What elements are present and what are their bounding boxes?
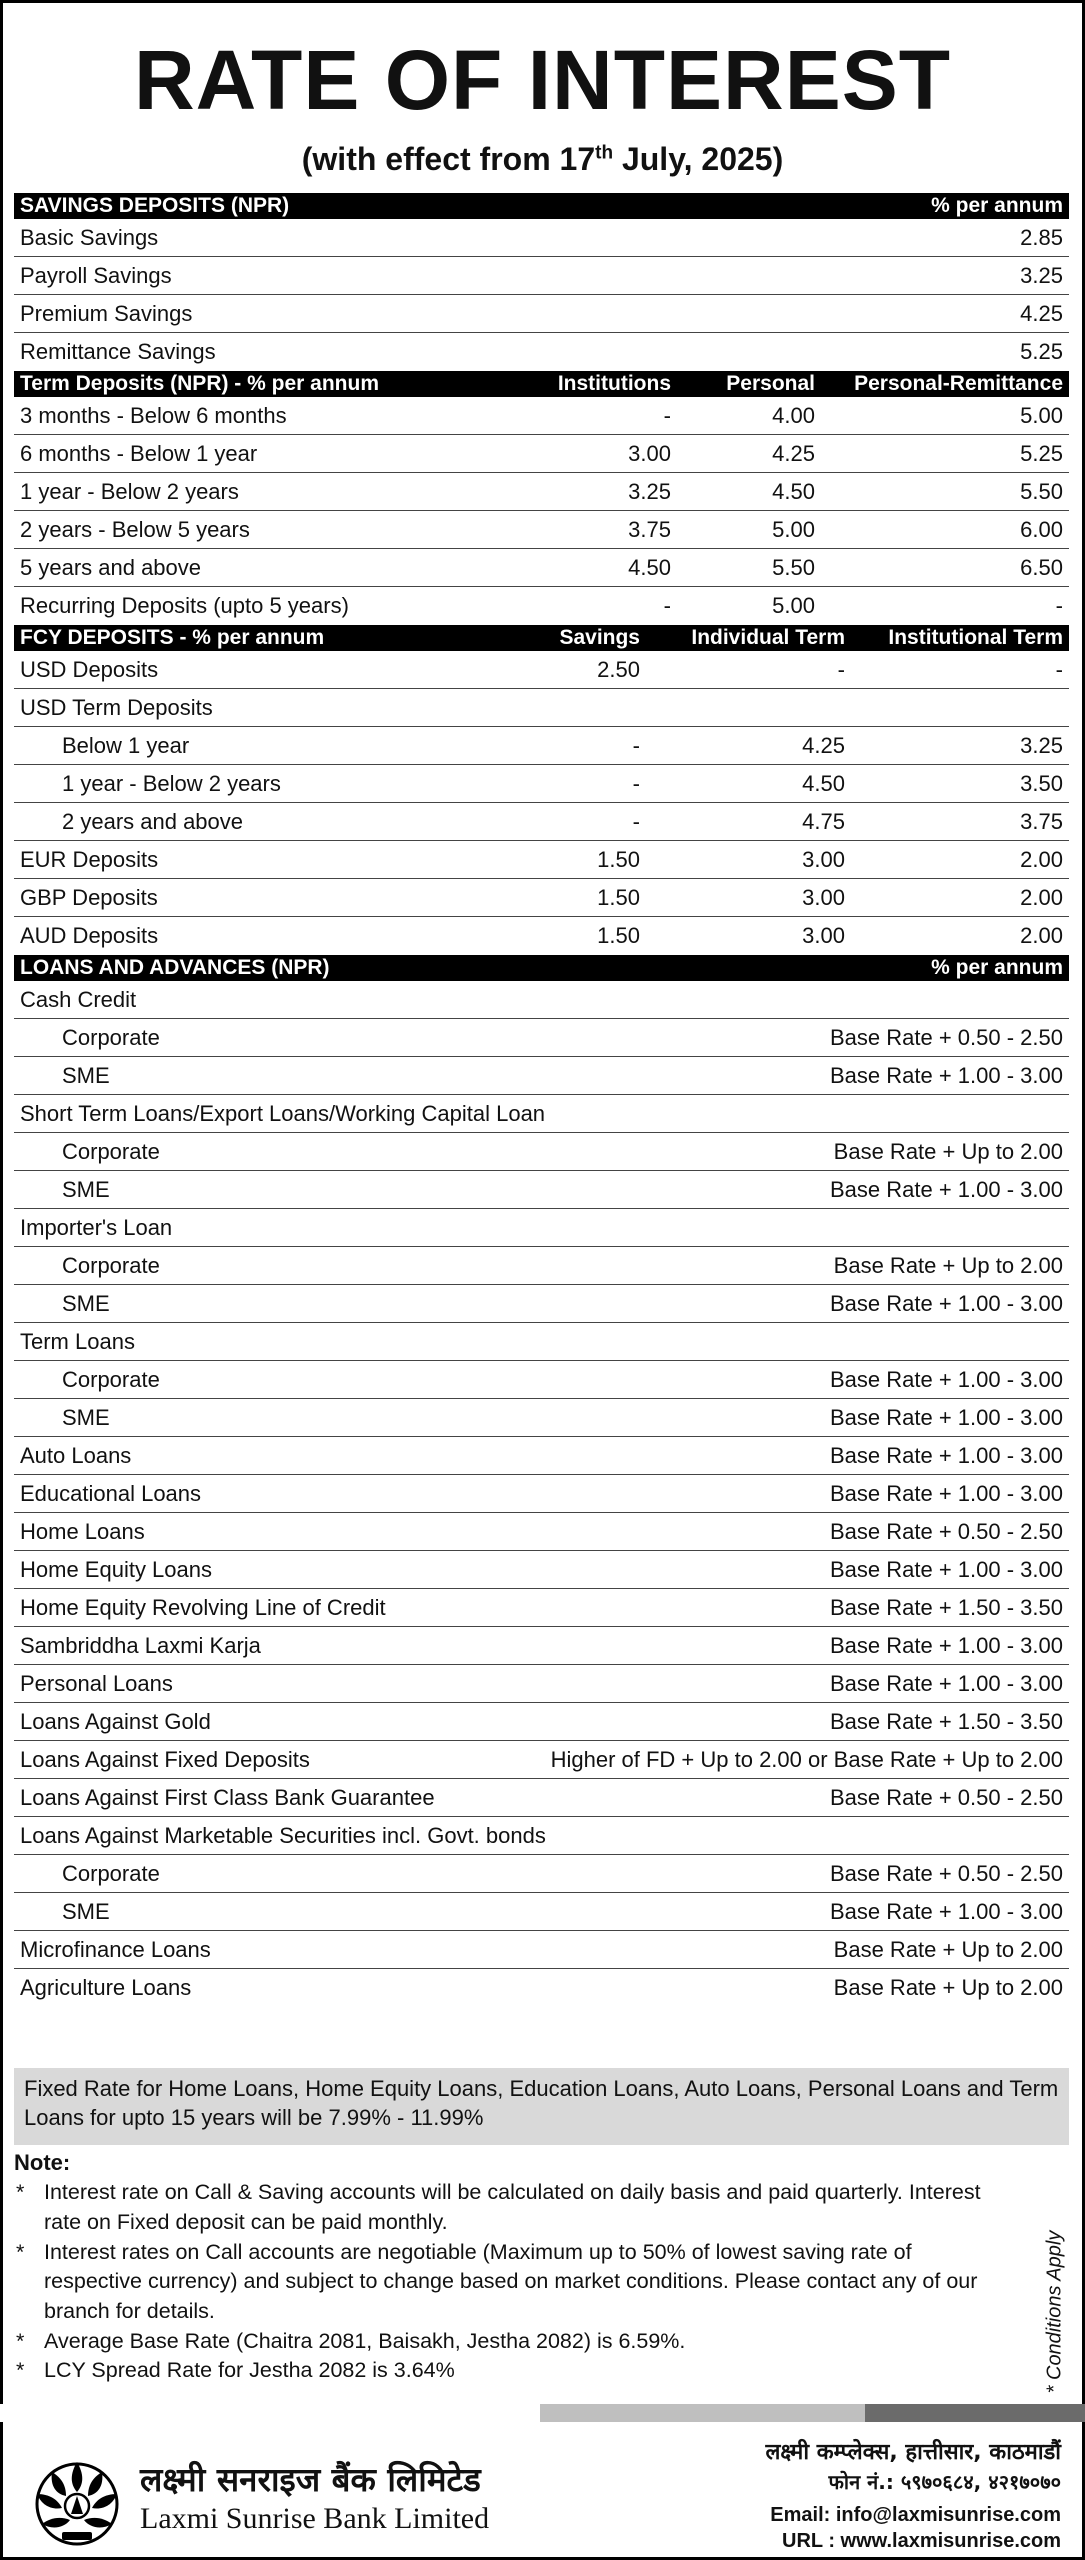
row-label: Loans Against Fixed Deposits [20, 1746, 310, 1772]
rate-value: Base Rate + 0.50 - 2.50 [830, 1860, 1063, 1886]
row-label: 5 years and above [20, 554, 202, 580]
rate-value: 1.50 [597, 923, 640, 948]
table-row [14, 1741, 1069, 1779]
rate-value: Base Rate + 0.50 - 2.50 [830, 1784, 1063, 1810]
rate-value: 3.25 [1020, 732, 1063, 758]
rate-value: Base Rate + 1.00 - 3.00 [830, 1404, 1063, 1430]
effective-date-suffix: th [595, 142, 614, 164]
section-title: Term Deposits (NPR) - % per annum [20, 372, 379, 395]
bank-email[interactable]: Email: info@laxmisunrise.com [770, 2504, 1061, 2526]
row-label: Auto Loans [20, 1442, 132, 1468]
row-label: SME [62, 1062, 110, 1088]
section-header [14, 955, 1069, 981]
rate-value: 3.75 [628, 516, 671, 542]
notes-list [14, 2178, 1014, 2386]
table-row [14, 1475, 1069, 1513]
row-label: Short Term Loans/Export Loans/Working Capital Loan [20, 1100, 546, 1126]
note-text: Interest rates on Call accounts are negotiable (Maximum up to 50% of lowest saving rate of respective currency) and subject to change based on market conditions. Please contact any of our branch for details. [44, 2239, 978, 2323]
row-label: Remittance Savings [20, 339, 216, 364]
row-label: GBP Deposits [20, 884, 158, 910]
rate-value: 4.50 [772, 478, 815, 504]
rate-value: Base Rate + Up to 2.00 [833, 1975, 1063, 2000]
section-header [14, 371, 1069, 397]
row-label: Basic Savings [20, 224, 159, 250]
rate-value: 3.75 [1020, 808, 1063, 834]
rate-value: Base Rate + 0.50 - 2.50 [830, 1024, 1063, 1050]
row-label: Loans Against First Class Bank Guarantee [20, 1784, 435, 1810]
table-row [14, 1703, 1069, 1741]
rate-value: 2.85 [1020, 224, 1063, 250]
rate-value: Base Rate + Up to 2.00 [833, 1138, 1063, 1164]
row-label: Corporate [62, 1024, 160, 1050]
table-row [14, 879, 1069, 917]
column-header: Savings [559, 626, 640, 649]
rate-value: 6.50 [1020, 554, 1063, 580]
table-row [14, 1171, 1069, 1209]
rate-value: 3.50 [1020, 770, 1063, 796]
section-title: SAVINGS DEPOSITS (NPR) [20, 194, 290, 217]
row-label: 1 year - Below 2 years [62, 770, 281, 796]
table-row [14, 435, 1069, 473]
rate-value: Base Rate + 1.00 - 3.00 [830, 1290, 1063, 1316]
row-label: SME [62, 1290, 110, 1316]
table-row [14, 549, 1069, 587]
rate-value: 2.00 [1020, 923, 1063, 948]
row-label: Sambriddha Laxmi Karja [20, 1632, 261, 1658]
table-row [14, 1779, 1069, 1817]
footer-bar-dark [865, 2404, 1085, 2422]
rate-value: Base Rate + 1.50 - 3.50 [830, 1594, 1063, 1620]
table-row [14, 1589, 1069, 1627]
rate-value: Base Rate + Up to 2.00 [833, 1252, 1063, 1278]
rate-value: 2.50 [597, 656, 640, 682]
rate-value: - [632, 770, 640, 796]
conditions-apply [1045, 2212, 1065, 2412]
table-row [14, 1665, 1069, 1703]
rate-value [849, 689, 1063, 726]
row-label: SME [62, 1898, 110, 1924]
table-row [14, 651, 1069, 689]
rate-value: Base Rate + 1.00 - 3.00 [830, 1632, 1063, 1658]
rate-value [363, 981, 1063, 1018]
table-row [14, 917, 1069, 955]
rate-value: - [632, 732, 640, 758]
rate-value: Base Rate + 1.00 - 3.00 [830, 1480, 1063, 1506]
note-bullet: * [16, 2358, 25, 2383]
table-row [14, 1627, 1069, 1665]
bank-name-nepali: लक्ष्मी सनराइज बैंक लिमिटेड [140, 2460, 481, 2499]
column-header: % per annum [931, 194, 1063, 217]
rate-value: 2.00 [1020, 884, 1063, 910]
row-label: 3 months - Below 6 months [20, 402, 287, 428]
rate-value: 3.00 [802, 884, 845, 910]
rate-value [363, 1095, 1063, 1132]
notes-title: Note: [14, 2150, 71, 2175]
table-row [14, 841, 1069, 879]
rate-value: 5.25 [1020, 440, 1063, 466]
table-row [14, 257, 1069, 295]
row-label: Agriculture Loans [20, 1975, 192, 2000]
table-row [14, 981, 1069, 1019]
rate-value: 5.25 [1020, 339, 1063, 364]
table-row [14, 1551, 1069, 1589]
rate-value: - [837, 656, 845, 682]
section-header [14, 625, 1069, 651]
row-label: 2 years - Below 5 years [20, 516, 250, 542]
rate-value: Base Rate + 1.00 - 3.00 [830, 1556, 1063, 1582]
row-label: Premium Savings [20, 300, 193, 326]
row-label: Microfinance Loans [20, 1936, 211, 1962]
row-label: Recurring Deposits (upto 5 years) [20, 593, 349, 618]
row-label: Loans Against Gold [20, 1708, 211, 1734]
note-bullet: * [16, 2180, 25, 2205]
rate-value: 3.25 [1020, 262, 1063, 288]
row-label: Loans Against Marketable Securities incl. Govt. bonds [20, 1822, 546, 1848]
note-item [14, 2178, 1014, 2237]
table-row [14, 1019, 1069, 1057]
table-row [14, 397, 1069, 435]
rate-value [363, 1209, 1063, 1246]
row-label: Corporate [62, 1138, 160, 1164]
footer-bar-gray [540, 2404, 865, 2422]
row-label: Term Loans [20, 1328, 135, 1354]
table-row [14, 511, 1069, 549]
column-header: Personal [726, 372, 815, 395]
table-row [14, 1855, 1069, 1893]
table-row [14, 1513, 1069, 1551]
section-title: FCY DEPOSITS - % per annum [20, 626, 325, 649]
rate-value [363, 1817, 1063, 1854]
row-label: SME [62, 1176, 110, 1202]
row-label: 1 year - Below 2 years [20, 478, 239, 504]
row-label: 2 years and above [62, 808, 244, 834]
section-title: LOANS AND ADVANCES (NPR) [20, 956, 330, 979]
rate-value: - [1055, 656, 1063, 682]
table-row [14, 295, 1069, 333]
row-label: Importer's Loan [20, 1214, 173, 1240]
rate-value: Base Rate + 1.00 - 3.00 [830, 1898, 1063, 1924]
footer [0, 2424, 1085, 2560]
rate-value: Base Rate + 1.00 - 3.00 [830, 1176, 1063, 1202]
table-row [14, 1399, 1069, 1437]
rate-value: Base Rate + 1.00 - 3.00 [830, 1670, 1063, 1696]
note-bullet: * [16, 2328, 25, 2353]
rate-value: 6.00 [1020, 516, 1063, 542]
note-item [14, 2238, 1014, 2327]
interest-rate-table [14, 193, 1069, 2007]
table-row [14, 1931, 1069, 1969]
rate-value: 4.25 [802, 732, 845, 758]
row-label: Cash Credit [20, 986, 137, 1012]
rate-value: 5.00 [772, 516, 815, 542]
note-text: LCY Spread Rate for Jestha 2082 is 3.64% [44, 2358, 455, 2383]
rate-value: Base Rate + 0.50 - 2.50 [830, 1518, 1063, 1544]
rate-value: Base Rate + Up to 2.00 [833, 1936, 1063, 1962]
rate-value: 5.00 [1020, 402, 1063, 428]
effective-date-prefix: (with effect from 17 [301, 141, 596, 177]
rate-value: 1.50 [597, 846, 640, 872]
rate-value: 4.50 [628, 554, 671, 580]
bank-name-english: Laxmi Sunrise Bank Limited [140, 2502, 490, 2535]
rate-value: Base Rate + 1.00 - 3.00 [830, 1062, 1063, 1088]
table-row [14, 1209, 1069, 1247]
table-row [14, 1817, 1069, 1855]
table-row [14, 219, 1069, 257]
rate-value: 4.50 [802, 770, 845, 796]
column-header: Personal-Remittance [854, 372, 1063, 395]
rate-value: Base Rate + 1.00 - 3.00 [830, 1366, 1063, 1392]
rate-value: - [663, 593, 671, 618]
row-label: USD Term Deposits [20, 694, 213, 720]
table-row [14, 1893, 1069, 1931]
note-item [14, 2327, 1014, 2357]
bank-logo-icon [22, 2444, 132, 2554]
row-label: Home Loans [20, 1518, 145, 1544]
rate-value: - [1055, 593, 1063, 618]
table-row [14, 1969, 1069, 2007]
rate-value: 3.00 [802, 923, 845, 948]
rate-value: Higher of FD + Up to 2.00 or Base Rate + Up to 2.00 [550, 1746, 1063, 1772]
row-label: Home Equity Loans [20, 1556, 212, 1582]
bank-address: लक्ष्मी कम्प्लेक्स, हात्तीसार, काठमाडौं [765, 2440, 1061, 2465]
rate-value: 4.25 [1020, 300, 1063, 326]
effective-date-rest: July, 2025) [613, 141, 784, 177]
table-row [14, 333, 1069, 371]
note-bullet: * [16, 2239, 25, 2264]
page-title: RATE OF INTEREST [133, 33, 952, 127]
rate-value: 5.00 [772, 593, 815, 618]
row-label: Corporate [62, 1366, 160, 1392]
table-row [14, 1247, 1069, 1285]
column-header: Individual Term [691, 626, 845, 649]
note-item [14, 2356, 1014, 2386]
table-row [14, 1323, 1069, 1361]
section-header [14, 193, 1069, 219]
table-row [14, 689, 1069, 727]
rate-value: 5.50 [1020, 478, 1063, 504]
row-label: SME [62, 1404, 110, 1430]
note-text: Average Base Rate (Chaitra 2081, Baisakh, Jestha 2082) is 6.59%. [44, 2328, 686, 2353]
table-row [14, 1285, 1069, 1323]
row-label: EUR Deposits [20, 846, 159, 872]
row-label: Personal Loans [20, 1670, 173, 1696]
table-row [14, 727, 1069, 765]
table-row [14, 587, 1069, 625]
rate-value: 3.25 [628, 478, 671, 504]
row-label: Corporate [62, 1860, 160, 1886]
rate-value: - [663, 402, 671, 428]
table-row [14, 765, 1069, 803]
rate-value: 2.00 [1020, 846, 1063, 872]
rate-value: Base Rate + 1.00 - 3.00 [830, 1442, 1063, 1468]
row-label: Below 1 year [62, 732, 190, 758]
rate-value: - [632, 808, 640, 834]
footer-bar-white [0, 2404, 540, 2422]
column-header: % per annum [931, 956, 1063, 979]
table-row [14, 1095, 1069, 1133]
rate-value: 1.50 [597, 884, 640, 910]
column-header: Institutions [557, 372, 671, 395]
rate-value: 5.50 [772, 554, 815, 580]
bank-url[interactable]: URL : www.laxmisunrise.com [782, 2530, 1061, 2552]
fixed-rate-note: Fixed Rate for Home Loans, Home Equity Loans, Education Loans, Auto Loans, Personal Loans and Term Loans for upto 15 years will be 7.99% - 11.99% [14, 2068, 1069, 2145]
table-row [14, 473, 1069, 511]
rate-value: Base Rate + 1.50 - 3.50 [830, 1708, 1063, 1734]
rate-value: 3.00 [802, 846, 845, 872]
effective-date [0, 143, 1085, 175]
rate-value [490, 689, 640, 726]
rate-value [645, 689, 845, 726]
column-header: Institutional Term [888, 626, 1063, 649]
table-row [14, 1133, 1069, 1171]
row-label: AUD Deposits [20, 923, 159, 948]
rate-value: 4.75 [802, 808, 845, 834]
note-text: Interest rate on Call & Saving accounts will be calculated on daily basis and paid quarterly. Interest rate on Fixed deposit can be paid monthly. [44, 2180, 981, 2235]
table-row [14, 1437, 1069, 1475]
bank-phone: फोन नं.: ५९७०६८४, ४२१७०७० [828, 2470, 1061, 2494]
row-label: Payroll Savings [20, 262, 172, 288]
table-row [14, 803, 1069, 841]
row-label: 6 months - Below 1 year [20, 440, 258, 466]
row-label: Corporate [62, 1252, 160, 1278]
rate-value: 4.00 [772, 402, 815, 428]
notes-section [14, 2148, 1014, 2386]
conditions-apply-text: * Conditions Apply [1043, 2230, 1066, 2394]
rate-value: 4.25 [772, 440, 815, 466]
row-label: Home Equity Revolving Line of Credit [20, 1594, 386, 1620]
table-row [14, 1057, 1069, 1095]
row-label: USD Deposits [20, 656, 159, 682]
rate-value: 3.00 [628, 440, 671, 466]
row-label: Educational Loans [20, 1480, 202, 1506]
rate-value [363, 1323, 1063, 1360]
table-row [14, 1361, 1069, 1399]
